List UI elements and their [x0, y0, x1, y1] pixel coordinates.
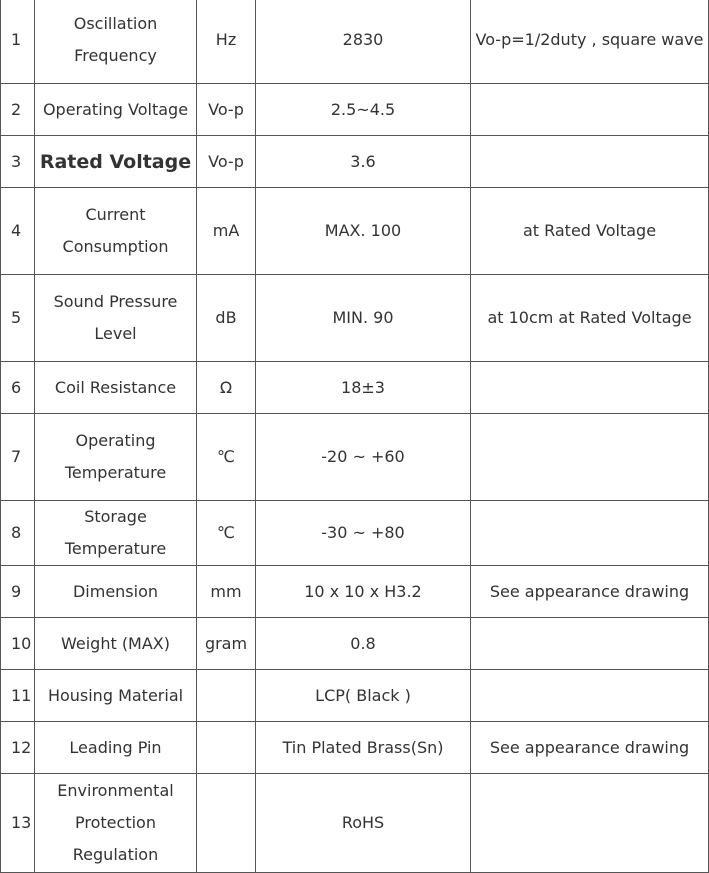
item-name: Weight (MAX): [35, 618, 197, 670]
row-number: 7: [1, 414, 35, 501]
remark: See appearance drawing: [471, 566, 709, 618]
item-name: Operating Temperature: [35, 414, 197, 501]
row-number: 4: [1, 188, 35, 275]
spec-value: MAX. 100: [256, 188, 471, 275]
spec-value: -30 ~ +80: [256, 501, 471, 566]
row-number: 13: [1, 774, 35, 873]
table-row: [1, 501, 709, 566]
table-row: [1, 362, 709, 414]
row-number: 9: [1, 566, 35, 618]
item-name: Oscillation Frequency: [35, 0, 197, 84]
table-row: [1, 136, 709, 188]
remark: at Rated Voltage: [471, 188, 709, 275]
spec-value: 2830: [256, 0, 471, 84]
spec-value: 3.6: [256, 136, 471, 188]
table-row: [1, 84, 709, 136]
table-row: [1, 774, 709, 873]
unit: mA: [197, 188, 256, 275]
unit: [197, 670, 256, 722]
row-number: 3: [1, 136, 35, 188]
item-name: Storage Temperature: [35, 501, 197, 566]
spec-value: 18±3: [256, 362, 471, 414]
spec-value: LCP( Black ): [256, 670, 471, 722]
item-name: Housing Material: [35, 670, 197, 722]
spec-value: Tin Plated Brass(Sn): [256, 722, 471, 774]
unit: [197, 774, 256, 873]
table-row: [1, 414, 709, 501]
spec-value: -20 ~ +60: [256, 414, 471, 501]
table-row: [1, 0, 709, 84]
table-row: [1, 670, 709, 722]
remark: [471, 501, 709, 566]
remark: [471, 84, 709, 136]
unit: ℃: [197, 414, 256, 501]
table-row: [1, 566, 709, 618]
unit: [197, 722, 256, 774]
row-number: 6: [1, 362, 35, 414]
row-number: 8: [1, 501, 35, 566]
item-name: Sound Pressure Level: [35, 275, 197, 362]
table-row: [1, 188, 709, 275]
remark: See appearance drawing: [471, 722, 709, 774]
item-name: Dimension: [35, 566, 197, 618]
table-row: [1, 275, 709, 362]
spec-value: 0.8: [256, 618, 471, 670]
item-name: Rated Voltage: [35, 136, 197, 188]
item-name: Operating Voltage: [35, 84, 197, 136]
remark: at 10cm at Rated Voltage: [471, 275, 709, 362]
unit: mm: [197, 566, 256, 618]
item-name: Current Consumption: [35, 188, 197, 275]
spec-value: 10 x 10 x H3.2: [256, 566, 471, 618]
row-number: 11: [1, 670, 35, 722]
row-number: 1: [1, 0, 35, 84]
unit: gram: [197, 618, 256, 670]
item-name: Coil Resistance: [35, 362, 197, 414]
remark: [471, 414, 709, 501]
unit: Hz: [197, 0, 256, 84]
unit: Vo-p: [197, 84, 256, 136]
row-number: 12: [1, 722, 35, 774]
spec-value: RoHS: [256, 774, 471, 873]
row-number: 10: [1, 618, 35, 670]
remark: [471, 618, 709, 670]
remark: Vo-p=1/2duty , square wave: [471, 0, 709, 84]
unit: ℃: [197, 501, 256, 566]
table-row: [1, 618, 709, 670]
item-name: Environmental Protection Regulation: [35, 774, 197, 873]
remark: [471, 136, 709, 188]
row-number: 2: [1, 84, 35, 136]
spec-value: MIN. 90: [256, 275, 471, 362]
unit: Vo-p: [197, 136, 256, 188]
remark: [471, 670, 709, 722]
spec-value: 2.5~4.5: [256, 84, 471, 136]
remark: [471, 774, 709, 873]
row-number: 5: [1, 275, 35, 362]
remark: [471, 362, 709, 414]
unit: Ω: [197, 362, 256, 414]
item-name: Leading Pin: [35, 722, 197, 774]
unit: dB: [197, 275, 256, 362]
table-row: [1, 722, 709, 774]
